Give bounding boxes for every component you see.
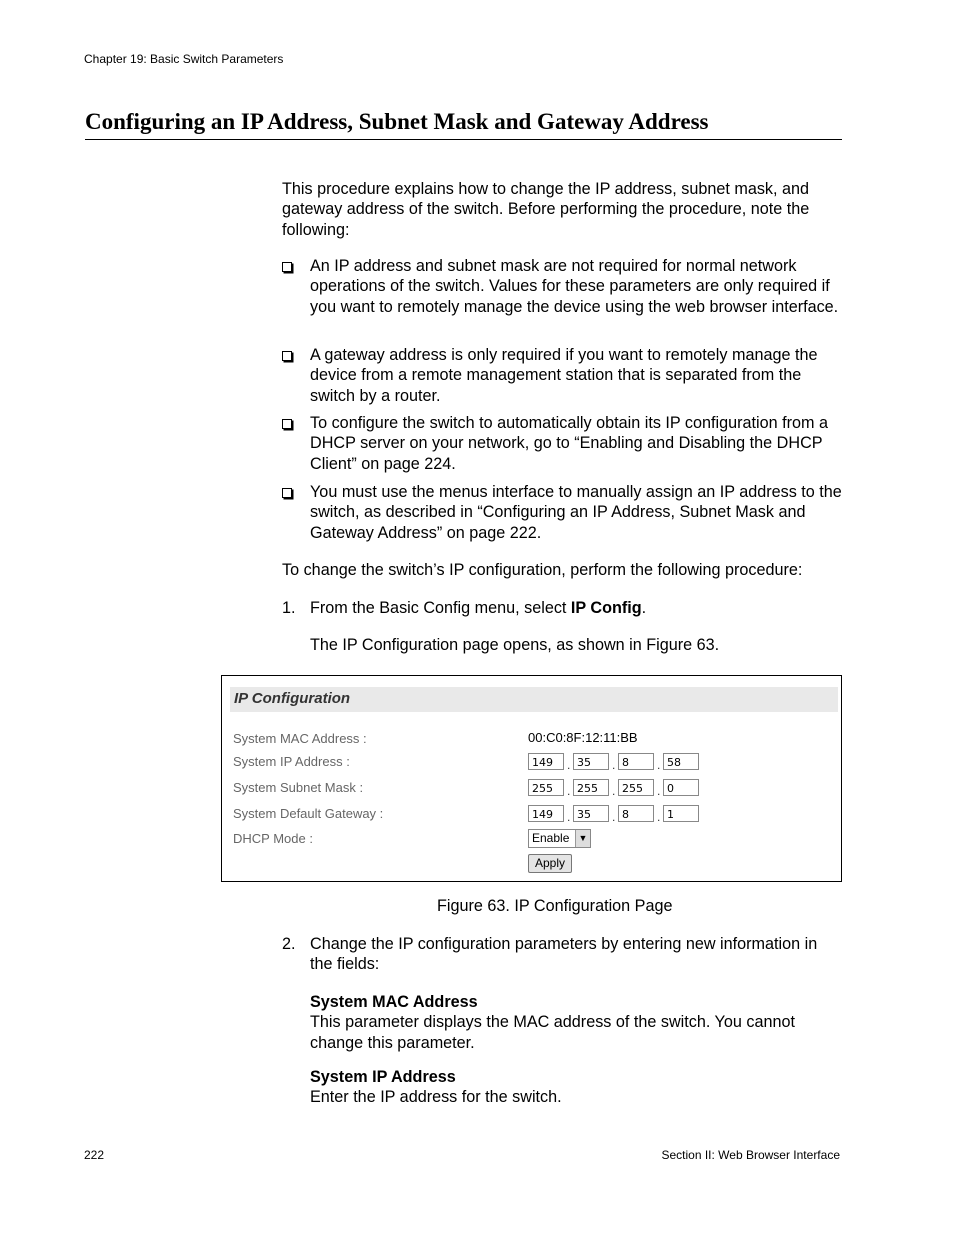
step-number: 1. bbox=[282, 599, 296, 617]
dhcp-mode-label: DHCP Mode : bbox=[233, 831, 313, 846]
section-footer: Section II: Web Browser Interface bbox=[661, 1148, 840, 1162]
bullet-text: A gateway address is only required if you want to remotely manage the device from a remote management station that is separated from the switch by a router. bbox=[310, 346, 818, 405]
step-text: Change the IP configuration parameters by entering new information in the fields: bbox=[310, 935, 818, 974]
figure-banner bbox=[230, 687, 838, 712]
page-title: Configuring an IP Address, Subnet Mask and Gateway Address bbox=[85, 106, 842, 140]
bullet-item bbox=[282, 482, 842, 543]
octet-separator: . bbox=[612, 758, 616, 772]
param-description: Enter the IP address for the switch. bbox=[310, 1088, 562, 1107]
step-1 bbox=[282, 598, 842, 618]
ip-octet-2-input[interactable]: 35 bbox=[573, 753, 609, 770]
dhcp-mode-select[interactable] bbox=[528, 829, 591, 848]
gateway-octet-1-input[interactable]: 149 bbox=[528, 805, 564, 822]
mask-octet-2-input[interactable]: 255 bbox=[573, 779, 609, 796]
param-system-ip-address bbox=[310, 1067, 842, 1108]
param-term: System IP Address bbox=[310, 1068, 456, 1086]
mask-octet-4-input[interactable]: 0 bbox=[663, 779, 699, 796]
intro-paragraph: This procedure explains how to change the IP address, subnet mask, and gateway address of the switch. Before performing the procedure, note the following: bbox=[282, 180, 810, 239]
checkbox-bullet-icon bbox=[282, 262, 292, 272]
octet-separator: . bbox=[657, 758, 661, 772]
bullet-text: An IP address and subnet mask are not required for normal network operations of the switch. Values for these parameters are only required if you want to remotely manage the device using the web browser interface. bbox=[310, 257, 839, 316]
bullet-item bbox=[282, 256, 842, 317]
checkbox-bullet-icon bbox=[282, 419, 292, 429]
checkbox-bullet-icon bbox=[282, 351, 292, 361]
default-gateway-label: System Default Gateway : bbox=[233, 806, 384, 821]
step-number: 2. bbox=[282, 935, 296, 953]
ip-address-label: System IP Address : bbox=[233, 754, 350, 769]
param-system-mac-address bbox=[310, 992, 842, 1053]
mac-address-label: System MAC Address : bbox=[233, 731, 367, 746]
bullet-text: You must use the menus interface to manually assign an IP address to the switch, as described in “Configuring an IP Address, Subnet Mask and Gateway Address” on page 222. bbox=[310, 483, 842, 542]
gateway-octet-4-input[interactable]: 1 bbox=[663, 805, 699, 822]
chevron-down-icon[interactable]: ▼ bbox=[575, 830, 590, 847]
apply-button[interactable]: Apply bbox=[528, 854, 572, 873]
checkbox-bullet-icon bbox=[282, 488, 292, 498]
octet-separator: . bbox=[657, 784, 661, 798]
octet-separator: . bbox=[612, 784, 616, 798]
page-number: 222 bbox=[84, 1148, 105, 1162]
dhcp-mode-value: Enable bbox=[532, 831, 570, 845]
mask-octet-3-input[interactable]: 255 bbox=[618, 779, 654, 796]
mac-address-value: 00:C0:8F:12:11:BB bbox=[528, 730, 638, 745]
gateway-octet-2-input[interactable]: 35 bbox=[573, 805, 609, 822]
param-term: System MAC Address bbox=[310, 993, 478, 1011]
menu-option-ip-config: IP Config bbox=[570, 599, 642, 617]
figure-caption: Figure 63. IP Configuration Page bbox=[437, 897, 673, 915]
mask-octet-1-input[interactable]: 255 bbox=[528, 779, 564, 796]
ip-octet-1-input[interactable]: 149 bbox=[528, 753, 564, 770]
octet-separator: . bbox=[612, 810, 616, 824]
step-1-result: The IP Configuration page opens, as shown in Figure 63. bbox=[310, 636, 720, 654]
figure-title: IP Configuration bbox=[234, 690, 351, 707]
subnet-mask-label: System Subnet Mask : bbox=[233, 780, 364, 795]
ip-octet-3-input[interactable]: 8 bbox=[618, 753, 654, 770]
octet-separator: . bbox=[567, 758, 571, 772]
octet-separator: . bbox=[657, 810, 661, 824]
param-description: This parameter displays the MAC address of the switch. You cannot change this parameter. bbox=[310, 1013, 795, 1052]
running-header: Chapter 19: Basic Switch Parameters bbox=[84, 52, 284, 66]
octet-separator: . bbox=[567, 784, 571, 798]
step-2 bbox=[282, 934, 842, 975]
ip-octet-4-input[interactable]: 58 bbox=[663, 753, 699, 770]
gateway-octet-3-input[interactable]: 8 bbox=[618, 805, 654, 822]
bullet-item bbox=[282, 413, 842, 474]
bullet-text: To configure the switch to automatically obtain its IP configuration from a DHCP server on your network, go to “Enabling and Disabling the DHCP Client” on page 224. bbox=[310, 414, 828, 473]
bullet-item bbox=[282, 345, 842, 406]
octet-separator: . bbox=[567, 810, 571, 824]
ip-configuration-figure bbox=[221, 675, 842, 882]
procedure-intro: To change the switch’s IP configuration, perform the following procedure: bbox=[282, 561, 803, 579]
step-text: From the Basic Config menu, select IP Config. bbox=[310, 599, 647, 617]
